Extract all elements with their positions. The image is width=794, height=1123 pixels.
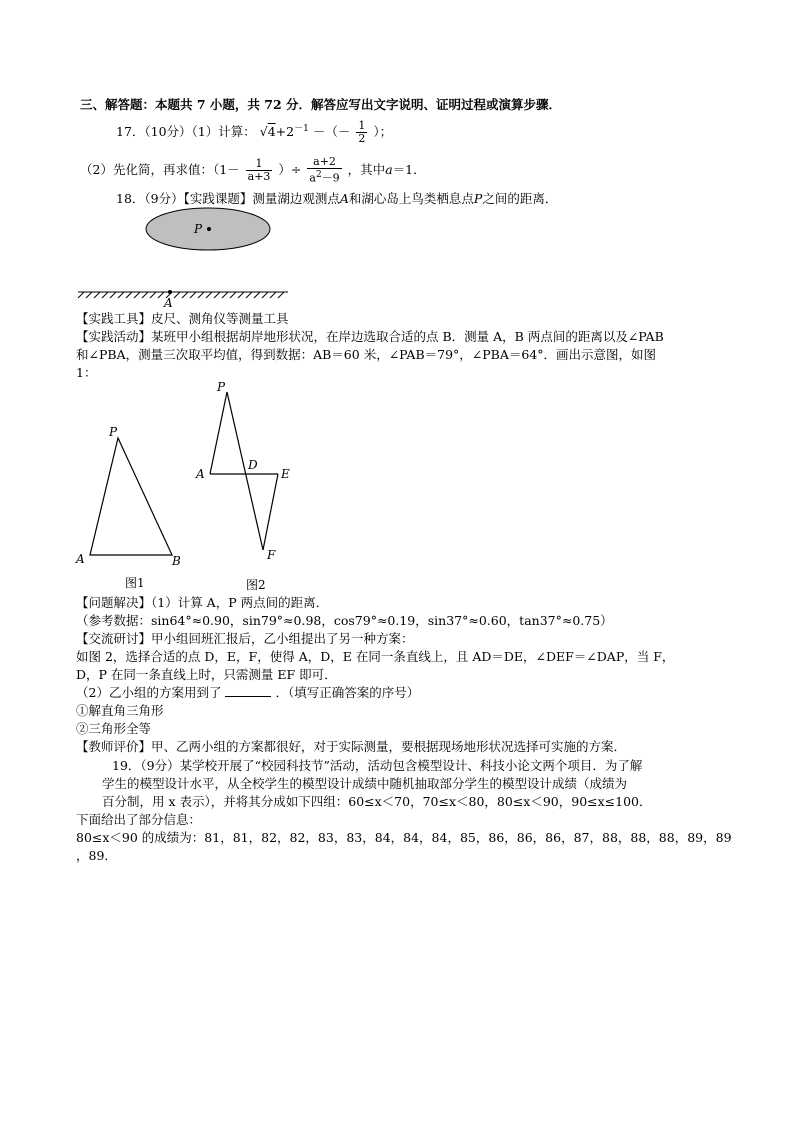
q18-exchange-3: D，P 在同一条直线上时，只需测量 EF 即可．: [76, 667, 337, 682]
triangle-pab: [90, 438, 172, 555]
q18-teacher: 【教师评价】甲、乙两小组的方案都很好，对于实际测量，要根据现场地形状况选择可实施的方案．: [76, 739, 627, 754]
q17-p2-den-exp: 2: [315, 170, 322, 180]
q17-label: 17．（10分）（1）计算：: [116, 124, 256, 139]
q18-option-2: ②三角形全等: [76, 721, 152, 736]
q18-exchange: 【交流研讨】甲小组回班汇报后，乙小组提出了另一种方案：: [76, 631, 414, 646]
q18-intro-A: A: [339, 191, 349, 206]
q18-part2: [76, 685, 419, 701]
lake-label-p: P: [194, 222, 203, 236]
q17-p2-frac2-num: a+2: [307, 156, 341, 169]
q17-frac-num: 1: [358, 119, 366, 132]
q17-p2-frac1-num: 1: [246, 158, 273, 171]
fig1-label-b: B: [172, 554, 181, 568]
q17-exponent: －1: [294, 123, 309, 134]
fig1-label-a: A: [76, 552, 85, 566]
q18-tools: 【实践工具】皮尺、测角仪等测量工具: [76, 311, 289, 326]
fig2-label-f: F: [267, 548, 276, 562]
q19-line-5: 80≤x＜90 的成绩为：81，81，82，82，83，83，84，84，84，85，86，86，86，87，88，88，88，89，89: [76, 830, 732, 845]
q17-frac-den: 2: [358, 132, 366, 145]
q17-expr-c: －（－: [312, 124, 351, 139]
q17-p2-b: ）÷: [278, 161, 302, 177]
q18-reference: （参考数据：sin64°≈0.90，sin79°≈0.98，cos79°≈0.19，sin37°≈0.60，tan37°≈0.75）: [76, 613, 613, 628]
q17-part1: [116, 120, 392, 145]
figure-2: [190, 378, 310, 596]
answer-blank[interactable]: [225, 696, 271, 697]
shore-label-a: A: [164, 296, 173, 310]
fig1-label-p: P: [109, 425, 118, 439]
fig2-lines: [210, 392, 278, 550]
q17-p2-c: ，其中: [347, 161, 386, 177]
fig2-label-a: A: [196, 467, 205, 481]
q18-intro-mid: 和湖心岛上鸟类栖息点: [348, 191, 474, 206]
q17-expr-b: +2: [275, 124, 295, 139]
q19-line-4: 下面给出了部分信息：: [76, 812, 202, 827]
figure-1: [70, 420, 190, 595]
point-a-dot: [168, 290, 172, 294]
q18-option-1: ①解直角三角形: [76, 703, 164, 718]
shore-hatching: [78, 292, 284, 298]
q17-fraction: [356, 120, 367, 145]
q17-p2-a: （2）先化简，再求值：（1－: [80, 161, 240, 177]
q18-exchange-2: 如图 2，选择合适的点 D，E，F，使得 A，D，E 在同一条直线上，且 AD＝DE，∠DEF＝∠DAP，当 F，: [76, 649, 675, 664]
point-p-dot: [207, 227, 211, 231]
fig2-caption: 图2: [246, 578, 266, 592]
fig2-label-p: P: [217, 380, 226, 394]
q19-line-2: 学生的模型设计水平，从全校学生的模型设计成绩中随机抽取部分学生的模型设计成绩（成绩为: [102, 776, 628, 791]
lake-diagram: [76, 205, 306, 310]
q18-intro-P: P: [473, 191, 483, 206]
q19-line-6: ，89．: [76, 848, 117, 863]
section-heading: 三、解答题：本题共 7 小题，共 72 分．解答应写出文字说明、证明过程或演算步骤．: [80, 97, 562, 112]
q17-p2-d: ＝1．: [392, 161, 426, 177]
q19-line-3: 百分制，用 x 表示），并将其分成如下四组：60≤x＜70，70≤x＜80，80≤x＜90，90≤x≤100．: [102, 794, 652, 809]
q17-p2-frac1-den: a+3: [247, 169, 271, 183]
q18-activity-1: 【实践活动】某班甲小组根据胡岸地形状况，在岸边选取合适的点 B．测量 A，B 两点间的距离以及∠PAB: [76, 329, 664, 344]
q17-p2-frac2-den: [307, 169, 341, 185]
q18-activity-2: 和∠PBA，测量三次取平均值，得到数据：AB＝60 米，∠PAB＝79°，∠PBA＝64°．画出示意图，如图: [76, 347, 657, 362]
fig2-label-e: E: [281, 467, 290, 481]
q17-expr-end: ）；: [373, 124, 393, 139]
q18-part2-text: （2）乙小组的方案用到了: [76, 685, 222, 700]
q18-part2-end: ．（填写正确答案的序号）: [275, 685, 420, 700]
q18-activity-3: 1：: [76, 365, 97, 380]
q17-p2-den-tail: －9: [321, 171, 340, 185]
q19-line-1: 19．（9分）某学校开展了“校园科技节”活动，活动包含模型设计、科技小论文两个项目．为了解: [112, 758, 643, 773]
sqrt-radicand: 4: [267, 124, 276, 139]
q17-part2: [80, 156, 426, 185]
q18-intro-end: 之间的距离．: [482, 191, 558, 206]
q18-problem: 【问题解决】（1）计算 A，P 两点间的距离．: [76, 595, 329, 610]
q17-p2-var: a: [385, 161, 393, 177]
q17-p2-den-base: a: [309, 171, 316, 185]
q17-p2-frac2: [307, 156, 341, 185]
fig1-caption: 图1: [125, 576, 145, 590]
sqrt-symbol: √4: [259, 124, 276, 139]
fig2-label-d: D: [248, 458, 258, 472]
q17-p2-frac1: [246, 158, 273, 183]
q18-intro-a: 18．（9分）【实践课题】测量湖边观测点: [116, 191, 340, 206]
